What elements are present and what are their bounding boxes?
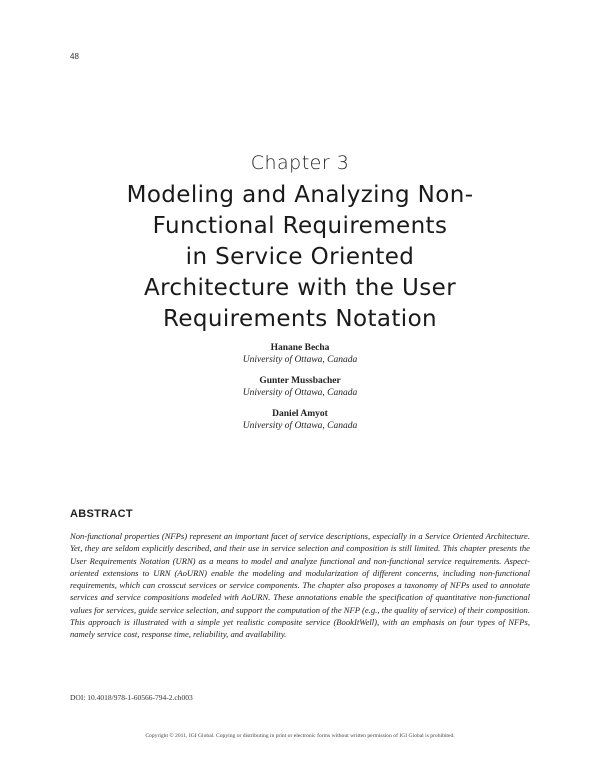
- chapter-label: Chapter 3: [250, 152, 350, 174]
- author-affiliation: University of Ottawa, Canada: [242, 355, 358, 365]
- chapter-title: [60, 180, 540, 335]
- author-name: Gunter Mussbacher: [259, 376, 341, 386]
- author-affiliation: University of Ottawa, Canada: [242, 388, 358, 398]
- author-block: [0, 408, 600, 432]
- abstract-body: Non-functional properties (NFPs) represent an important facet of service descriptions, especially in a Service Oriented Architecture. Yet, they are seldom explicitly described, and their use in service selection and composition is still limited. This chapter presents the User Requirements Notation (URN) as a means to model and analyze functional and non-functional service requirements. Aspect-oriented extensions to URN (AoURN) enable the modeling and modularization of different concerns, including non-functional requirements, which can crosscut services or service components. The chapter also proposes a taxonomy of NFPs used to annotate services and service compositions modeled with AoURN. These annotations enable the specification of quantitative non-functional values for services, guide service selection, and support the computation of the NFP (e.g., the quality of service) of their composition. This approach is illustrated with a simple yet realistic composite service (BookItWell), with an emphasis on four types of NFPs, namely service cost, response time, reliability, and availability.: [70, 531, 530, 640]
- author-affiliation: University of Ottawa, Canada: [242, 421, 358, 431]
- author-block: [0, 342, 600, 366]
- author-name: Hanane Becha: [270, 343, 330, 353]
- abstract-heading: ABSTRACT: [70, 508, 133, 520]
- chapter-title-line: Modeling and Analyzing Non-: [126, 182, 474, 208]
- chapter-title-line: Architecture with the User: [143, 275, 457, 301]
- chapter-title-line: in Service Oriented: [185, 244, 415, 270]
- copyright-notice: Copyright © 2011, IGI Global. Copying or distributing in print or electronic forms without written permission of IGI Global is prohibited.: [145, 733, 455, 739]
- chapter-title-line: Requirements Notation: [162, 306, 438, 332]
- author-list: [0, 342, 600, 441]
- page-number: 48: [70, 52, 79, 61]
- doi-line: DOI: 10.4018/978-1-60566-794-2.ch003: [70, 693, 193, 702]
- author-block: [0, 375, 600, 399]
- author-name: Daniel Amyot: [272, 409, 328, 419]
- chapter-title-line: Functional Requirements: [152, 213, 448, 239]
